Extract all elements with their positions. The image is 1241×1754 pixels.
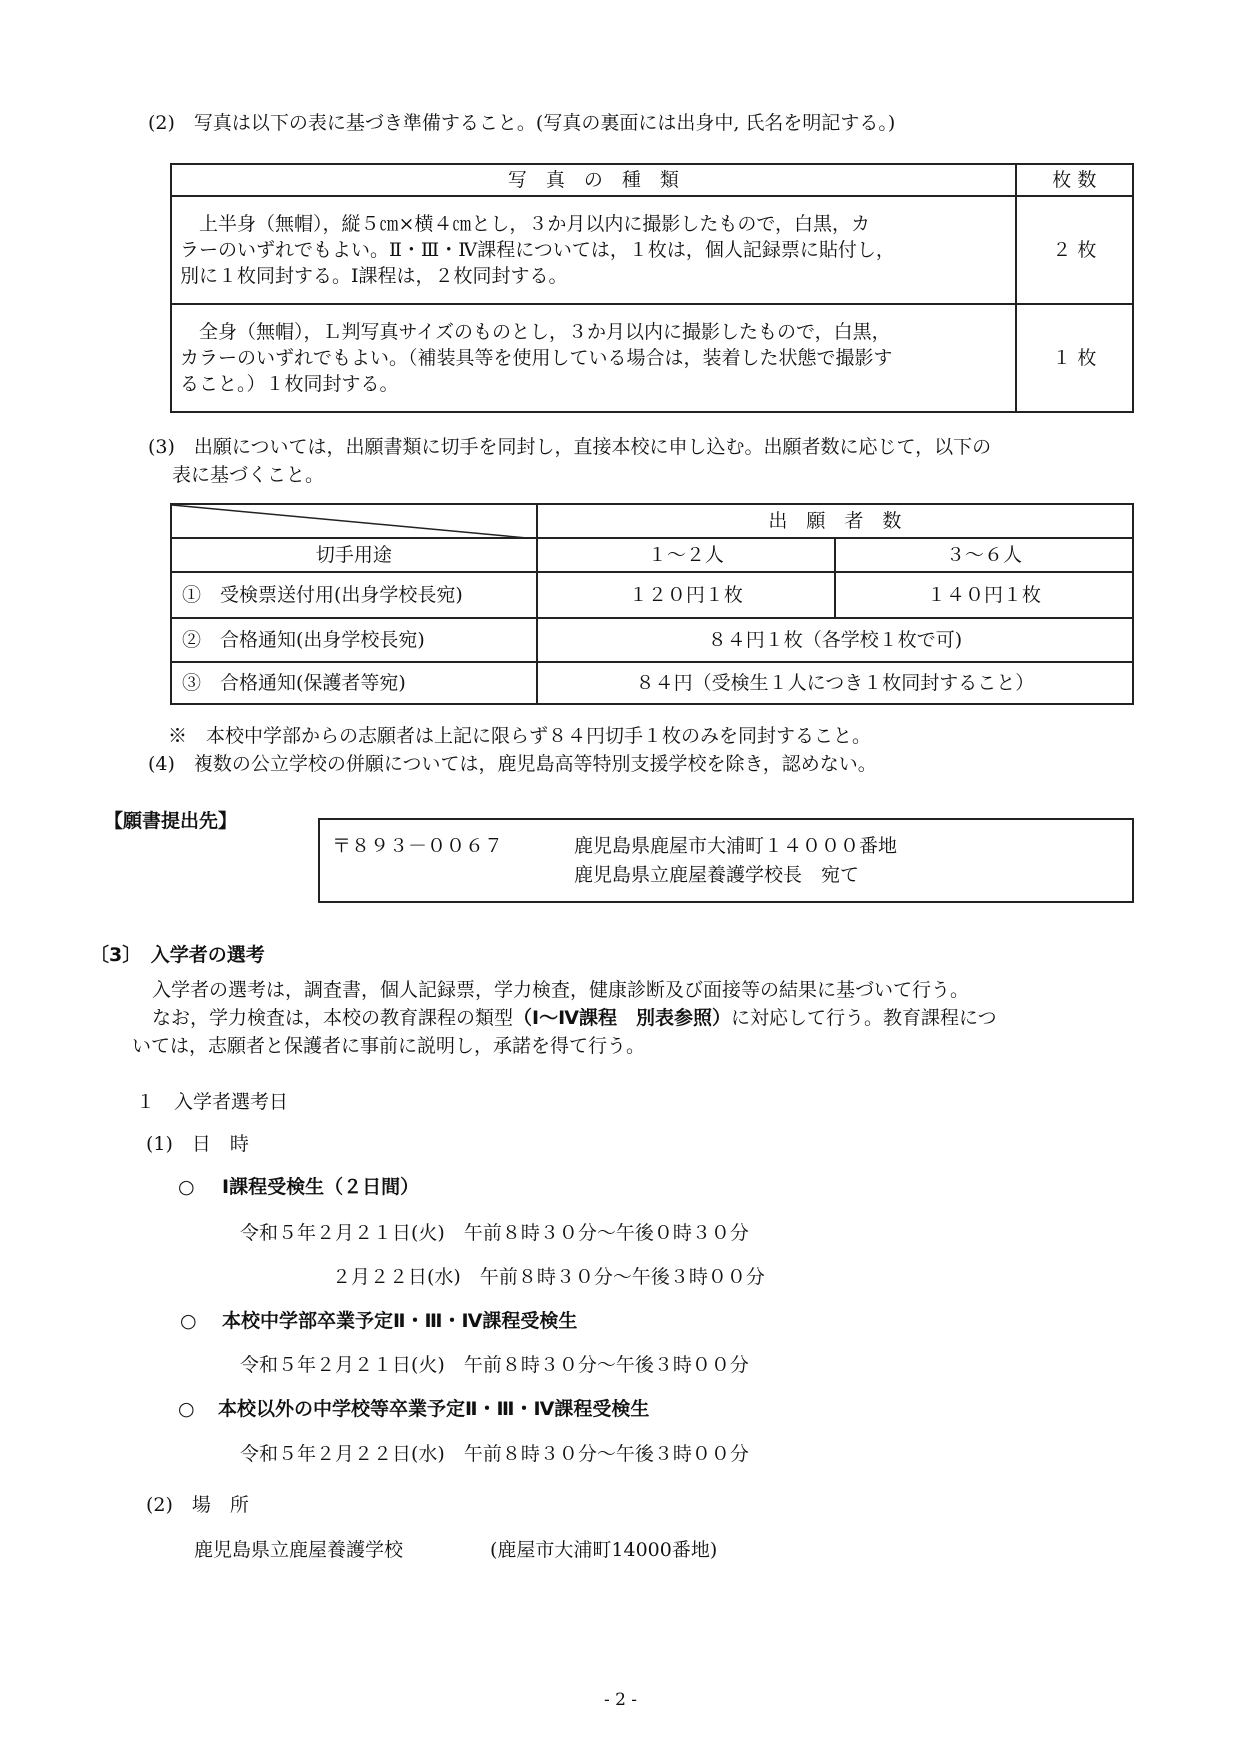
row-merged: ８４円１枚（各学校１枚で可) <box>537 618 1133 662</box>
recipient-line: 鹿児島県立鹿屋養護学校長 宛て <box>574 864 860 886</box>
row-count: ２ 枚 <box>1016 196 1133 304</box>
application-intro-line1: (3) 出願については，出願書類に切手を同封し，直接本校に申し込む。出願者数に応じて，以下の <box>148 436 992 458</box>
circle-bullet-icon: ○ <box>178 1176 195 1198</box>
row-text: 別に１枚同封する。Ⅰ課程は，２枚同封する。 <box>180 265 568 287</box>
para2-text: に対応して行う。教育課程につ <box>730 1007 997 1029</box>
table-row <box>171 196 1133 304</box>
item-4: (4) 複数の公立学校の併願については，鹿児島高等特別支援学校を除き，認めない。 <box>148 753 877 775</box>
photo-header-count: 枚 数 <box>1016 164 1133 196</box>
row-text: 全身（無帽），Ｌ判写真サイズのものとし，３か月以内に撮影したもので，白黒， <box>180 321 891 343</box>
para2-bold-text: （Ⅰ～Ⅳ課程 別表参照） <box>513 1007 731 1029</box>
selection-para1: 入学者の選考は，調査書，個人記録票，学力検査，健康診断及び面接等の結果に基づいて行う。 <box>152 979 970 1001</box>
table-row <box>171 618 1133 662</box>
datetime-label: (1) 日 時 <box>146 1133 249 1155</box>
photo-table <box>170 163 1134 413</box>
row-col2: １４０円１枚 <box>835 572 1133 618</box>
stamp-table <box>170 503 1134 705</box>
table-row <box>171 304 1133 412</box>
selection-heading: 〔3〕 入学者の選考 <box>90 944 265 966</box>
group1-title: Ⅰ課程受検生（２日間） <box>222 1176 420 1198</box>
group3-title: 本校以外の中学校等卒業予定Ⅱ・Ⅲ・Ⅳ課程受検生 <box>218 1398 650 1420</box>
table-row <box>171 572 1133 618</box>
diagonal-line <box>172 505 538 539</box>
table-row <box>171 662 1133 704</box>
place-address: (鹿屋市大浦町14000番地) <box>490 1539 718 1561</box>
photo-header-type: 写 真 の 種 類 <box>171 164 1016 196</box>
header-col1: １～２人 <box>537 538 835 572</box>
row-merged: ８４円（受検生１人につき１枚同封すること） <box>537 662 1133 704</box>
circle-bullet-icon: ○ <box>178 1398 195 1420</box>
selection-para2 <box>152 1005 997 1031</box>
postal-code: 〒８９３－００６７ <box>332 835 504 857</box>
row-text: 上半身（無帽），縦５㎝×横４㎝とし，３か月以内に撮影したもので，白黒，カ <box>180 213 871 235</box>
place-label: (2) 場 所 <box>146 1494 249 1516</box>
row-text: ラーのいずれでもよい。Ⅱ・Ⅲ・Ⅳ課程については，１枚は，個人記録票に貼付し， <box>180 239 895 261</box>
header-use: 切手用途 <box>171 538 537 572</box>
row-count: １ 枚 <box>1016 304 1133 412</box>
row-text: カラーのいずれでもよい。（補装具等を使用している場合は，装着した状態で撮影す <box>180 347 893 369</box>
group1-line1: 令和５年２月２１日(火) 午前８時３０分～午後０時３０分 <box>240 1222 749 1244</box>
page-number: - 2 - <box>603 1690 638 1710</box>
group3-line1: 令和５年２月２２日(水) 午前８時３０分～午後３時００分 <box>240 1443 749 1465</box>
para2-text: なお，学力検査は，本校の教育課程の類型 <box>152 1007 514 1029</box>
place-name: 鹿児島県立鹿屋養護学校 <box>194 1539 404 1561</box>
subheading-date: １ 入学者選考日 <box>136 1091 289 1113</box>
photo-intro: (2) 写真は以下の表に基づき準備すること。(写真の裏面には出身中, 氏名を明記する。) <box>148 112 896 134</box>
stamp-note: ※ 本校中学部からの志願者は上記に限らず８４円切手１枚のみを同封すること。 <box>168 725 872 747</box>
row-use: ① 受検票送付用(出身学校長宛) <box>171 572 537 618</box>
selection-para2-line2: いては，志願者と保護者に事前に説明し，承諾を得て行う。 <box>132 1035 646 1057</box>
submission-heading: 【願書提出先】 <box>104 810 238 832</box>
header-applicants: 出 願 者 数 <box>537 504 1133 538</box>
group2-line1: 令和５年２月２１日(火) 午前８時３０分～午後３時００分 <box>240 1354 749 1376</box>
application-intro-line2: 表に基づくこと。 <box>172 464 325 486</box>
diagonal-cell <box>171 504 537 538</box>
group2-title: 本校中学部卒業予定Ⅱ・Ⅲ・Ⅳ課程受検生 <box>222 1310 578 1332</box>
row-use: ② 合格通知(出身学校長宛) <box>171 618 537 662</box>
address-box <box>318 818 1134 903</box>
address-line: 鹿児島県鹿屋市大浦町１４０００番地 <box>574 835 898 857</box>
header-col2: ３～６人 <box>835 538 1133 572</box>
row-text: ること。）１枚同封する。 <box>180 373 399 395</box>
circle-bullet-icon: ○ <box>180 1310 197 1332</box>
row-use: ③ 合格通知(保護者等宛) <box>171 662 537 704</box>
row-col1: １２０円１枚 <box>537 572 835 618</box>
group1-line2: ２月２２日(水) 午前８時３０分～午後３時００分 <box>332 1266 765 1288</box>
